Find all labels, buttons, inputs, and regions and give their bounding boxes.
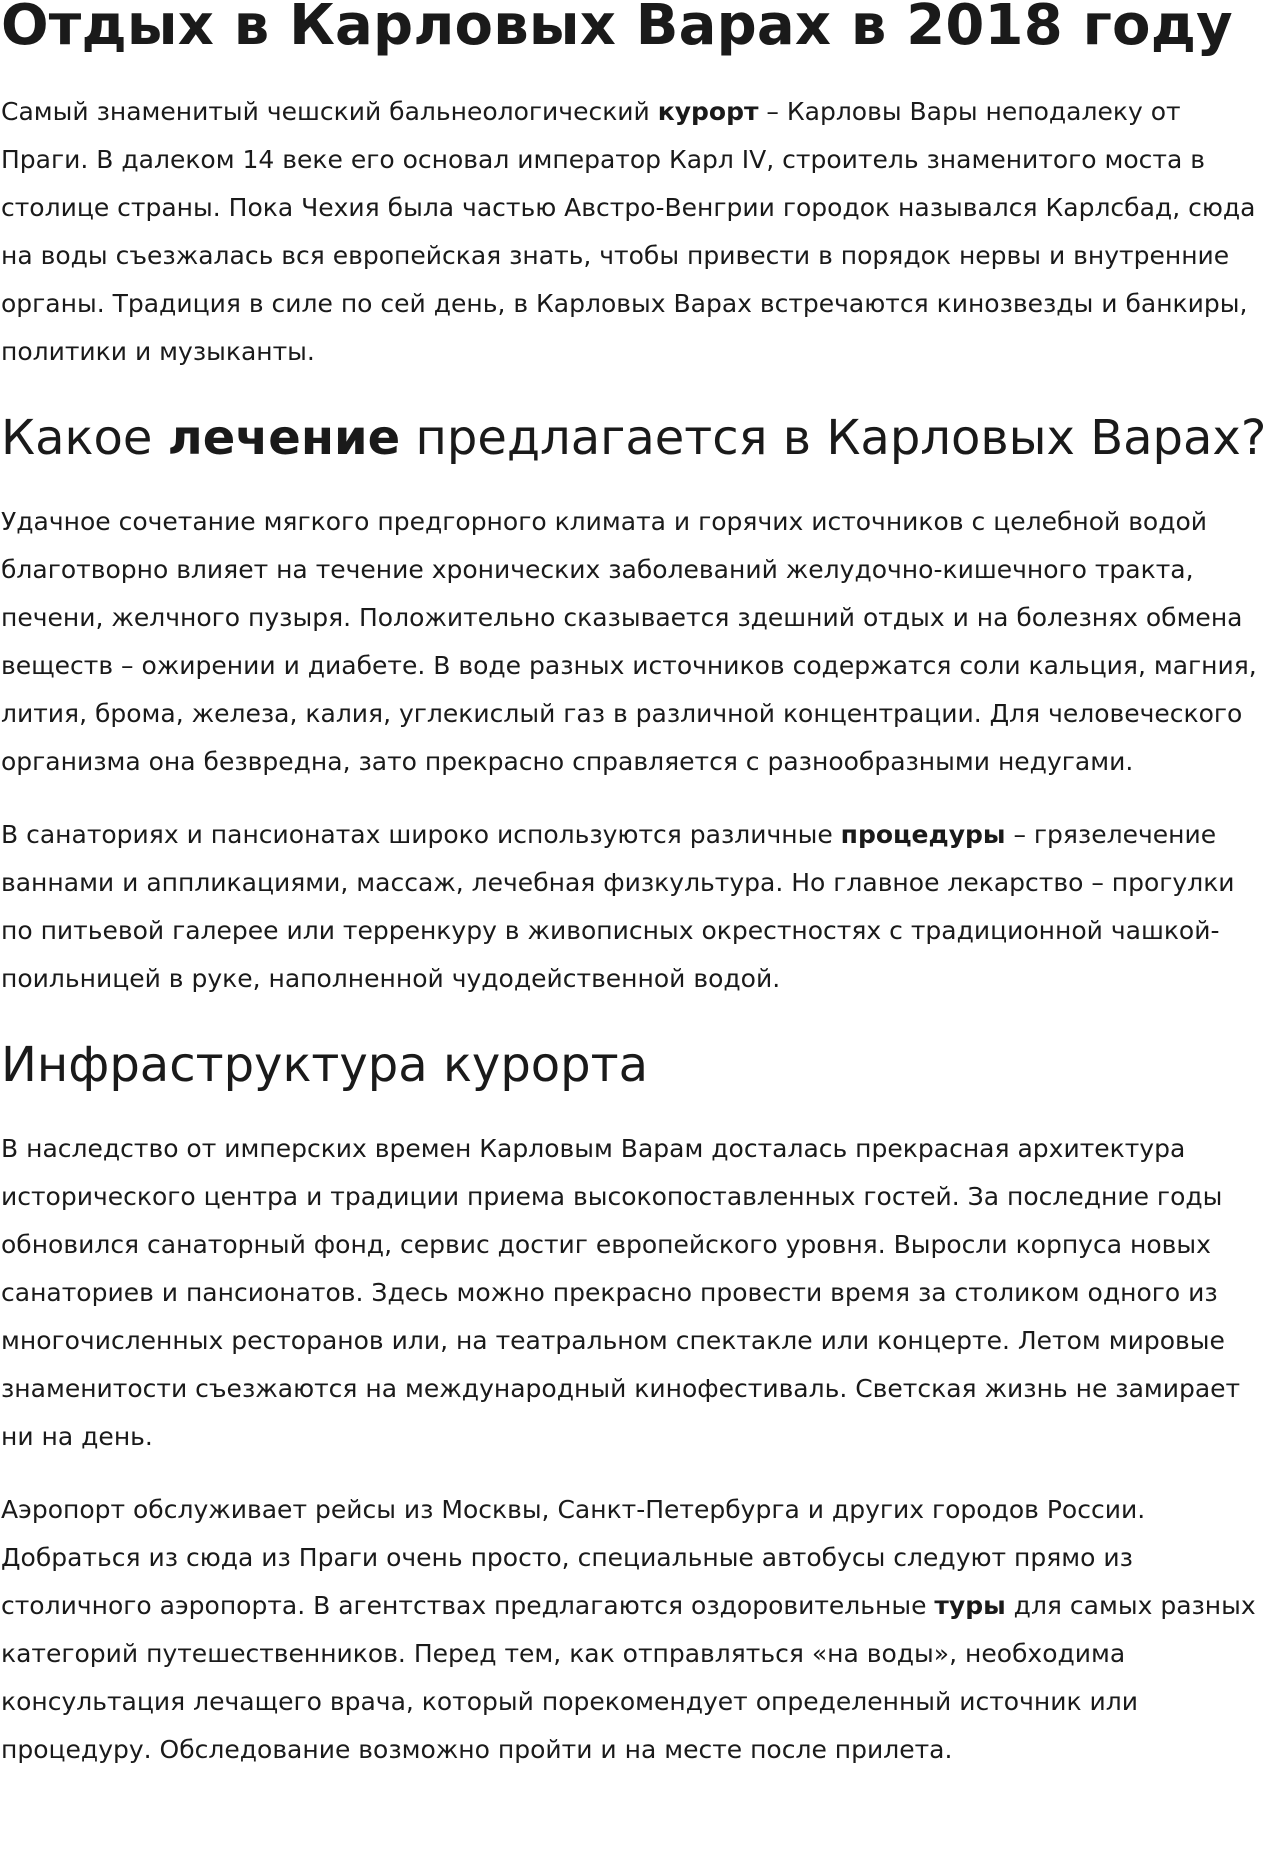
intro-text-start: Самый знаменитый чешский бальнеологический	[1, 97, 658, 126]
infrastructure-paragraph-1: В наследство от имперских времен Карловым Варам досталась прекрасная архитектура исторического центра и традиции приема высокопоставленных гостей. За последние годы обновился санаторный фонд, сервис достиг европейского уровня. Выросли корпуса новых санаториев и пансионатов. Здесь можно прекрасно провести время за столиком одного из многочисленных ресторанов или, на театральном спектакле или концерте. Летом мировые знаменитости съезжаются на международный кинофестиваль. Светская жизнь не замирает ни на день.	[1, 1134, 1241, 1451]
treatment-paragraph-1: Удачное сочетание мягкого предгорного климата и горячих источников с целебной водой благотворно влияет на течение хронических заболеваний желудочно-кишечного тракта, печени, желчного пузыря. Положительно сказывается здешний отдых и на болезнях обмена веществ – ожирении и диабете. В воде разных источников содержатся соли кальция, магния, лития, брома, железа, калия, углекислый газ в различной концентрации. Для человеческого организма она безвредна, зато прекрасно справляется с разнообразными недугами.	[1, 507, 1257, 776]
procedures-keyword: процедуры	[840, 820, 1006, 849]
kurort-keyword: курорт	[657, 97, 759, 126]
treatment-keyword: лечение	[167, 410, 401, 466]
heading-treatment-end: предлагается в Карловых Варах?	[400, 410, 1267, 466]
airport-text-end: для самых разных категорий путешественников. Перед тем, как отправляться «на воды», необходима консультация лечащего врача, который порекомендует определенный источник или процедуру. Обследование возможно пройти и на месте после прилета.	[1, 1591, 1256, 1764]
heading-treatment-start: Какое	[1, 410, 168, 466]
tours-keyword: туры	[934, 1591, 1006, 1620]
section-heading-treatment	[1, 408, 1268, 468]
procedures-text-end: – грязелечение ваннами и аппликациями, массаж, лечебная физкультура. Но главное лекарство – прогулки по питьевой галерее или терренкуру в живописных окрестностях с традиционной чашкой-поильницей в руке, наполненной чудодейственной водой.	[1, 820, 1235, 993]
intro-paragraph	[1, 88, 1268, 376]
infrastructure-paragraph-2	[1, 1486, 1268, 1774]
section-heading-infrastructure: Инфраструктура курорта	[1, 1037, 649, 1093]
airport-text-start: Аэропорт обслуживает рейсы из Москвы, Санкт-Петербурга и других городов России. Добраться из сюда из Праги очень просто, специальные автобусы следуют прямо из столичного аэропорта. В агентствах предлагаются оздоровительные	[1, 1495, 1146, 1620]
treatment-paragraph-2	[1, 811, 1268, 1003]
procedures-text-start: В санаториях и пансионатах широко используются различные	[1, 820, 841, 849]
intro-text-end: – Карловы Вары неподалеку от Праги. В далеком 14 веке его основал император Карл IV, строитель знаменитого моста в столице страны. Пока Чехия была частью Австро-Венгрии городок назывался Карлсбад, сюда на воды съезжалась вся европейская знать, чтобы привести в порядок нервы и внутренние органы. Традиция в силе по сей день, в Карловых Варах встречаются кинозвезды и банкиры, политики и музыканты.	[1, 97, 1256, 366]
page-title: Отдых в Карловых Варах в 2018 году	[1, 0, 1233, 58]
